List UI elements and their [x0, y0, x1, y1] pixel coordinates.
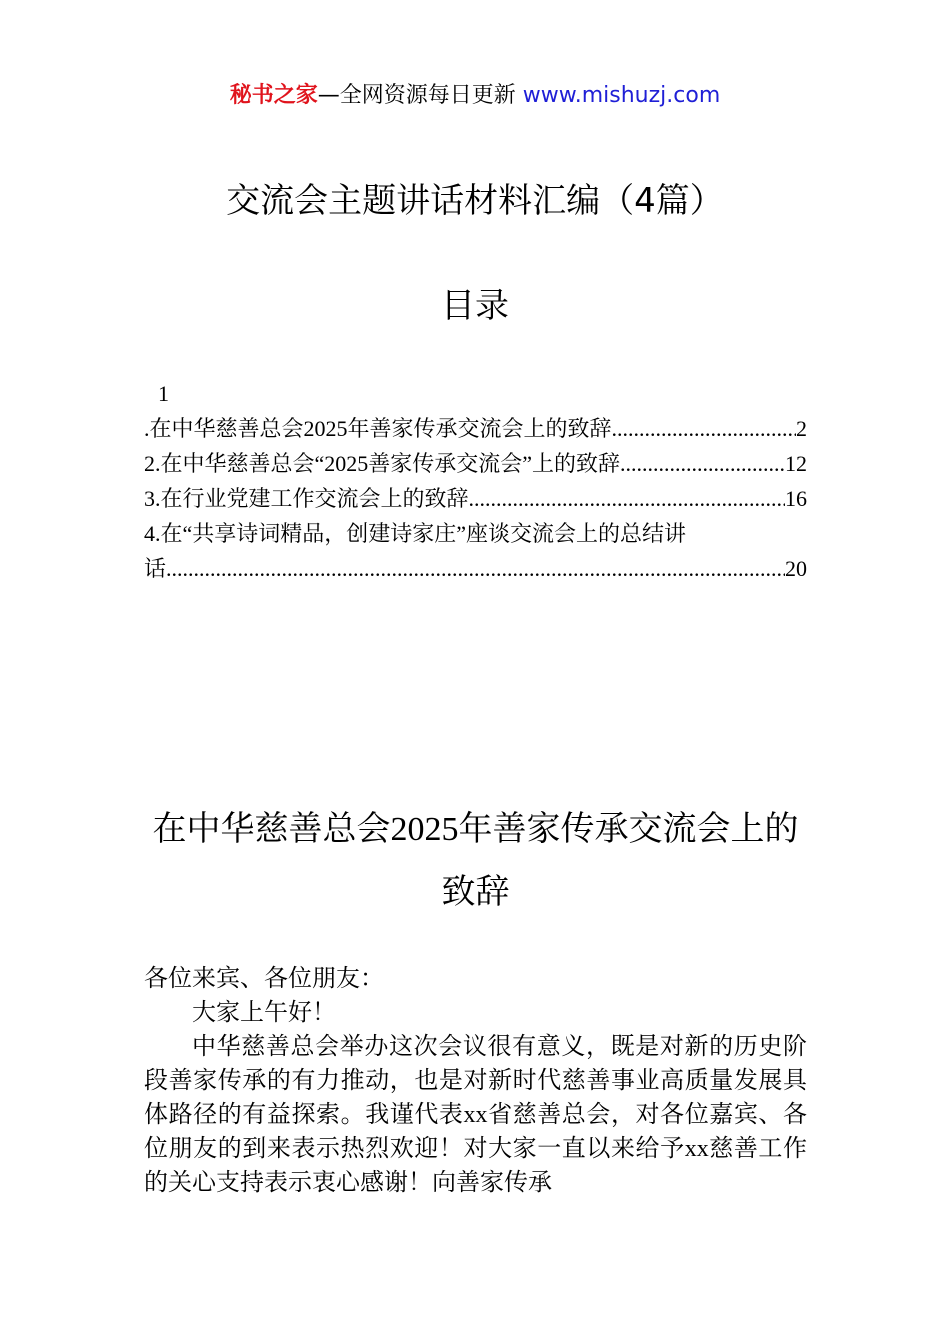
article-title: 在中华慈善总会2025年善家传承交流会上的致辞: [152, 811, 799, 911]
table-of-contents: [144, 376, 807, 586]
site-url-link[interactable]: www.mishuzj.com: [522, 83, 721, 108]
toc-entry-page: 16: [785, 486, 807, 511]
toc-entry-page: 12: [785, 451, 807, 476]
site-tagline: —全网资源每日更新: [317, 83, 516, 108]
toc-entry-text-line2: 话: [144, 556, 167, 581]
toc-leader-dots: [469, 481, 785, 516]
article-body: [144, 962, 807, 1200]
salutation: 各位来宾、各位朋友：: [144, 966, 384, 992]
toc-entry-text: 2.在中华慈善总会“2025善家传承交流会”上的致辞: [144, 451, 621, 476]
toc-leader-dots: [166, 551, 785, 586]
body-paragraph: 中华慈善总会举办这次会议很有意义，既是对新的历史阶段善家传承的有力推动，也是对新时代慈善事业高质量发展具体路径的有益探索。我谨代表xx省慈善总会，对各位嘉宾、各位朋友的到来表示热烈欢迎！对大家一直以来给予xx慈善工作的关心支持表示衷心感谢！向善家传承: [144, 1034, 807, 1196]
toc-leader-dots: [612, 411, 796, 446]
document-title: 交流会主题讲话材料汇编（4篇）: [226, 181, 724, 221]
greeting: 大家上午好！: [192, 1000, 336, 1026]
site-header: [0, 80, 950, 112]
toc-entry-page: 2: [796, 416, 807, 441]
toc-entry-3[interactable]: [144, 481, 807, 516]
toc-entry-page: 20: [785, 556, 807, 581]
toc-entry-4[interactable]: [144, 516, 807, 586]
toc-entry-text-line1: 4.在“共享诗词精品，创建诗家庄”座谈交流会上的总结讲: [144, 521, 687, 546]
site-brand: 秘书之家: [229, 83, 318, 108]
toc-entry-1[interactable]: [144, 411, 807, 446]
toc-entry-text: 3.在行业党建工作交流会上的致辞: [144, 486, 469, 511]
toc-heading: 目录: [441, 286, 509, 326]
toc-entry-2[interactable]: [144, 446, 807, 481]
toc-lead-number: 1: [158, 381, 169, 406]
toc-leader-dots: [620, 446, 785, 481]
toc-entry-text: .在中华慈善总会2025年善家传承交流会上的致辞: [144, 416, 612, 441]
